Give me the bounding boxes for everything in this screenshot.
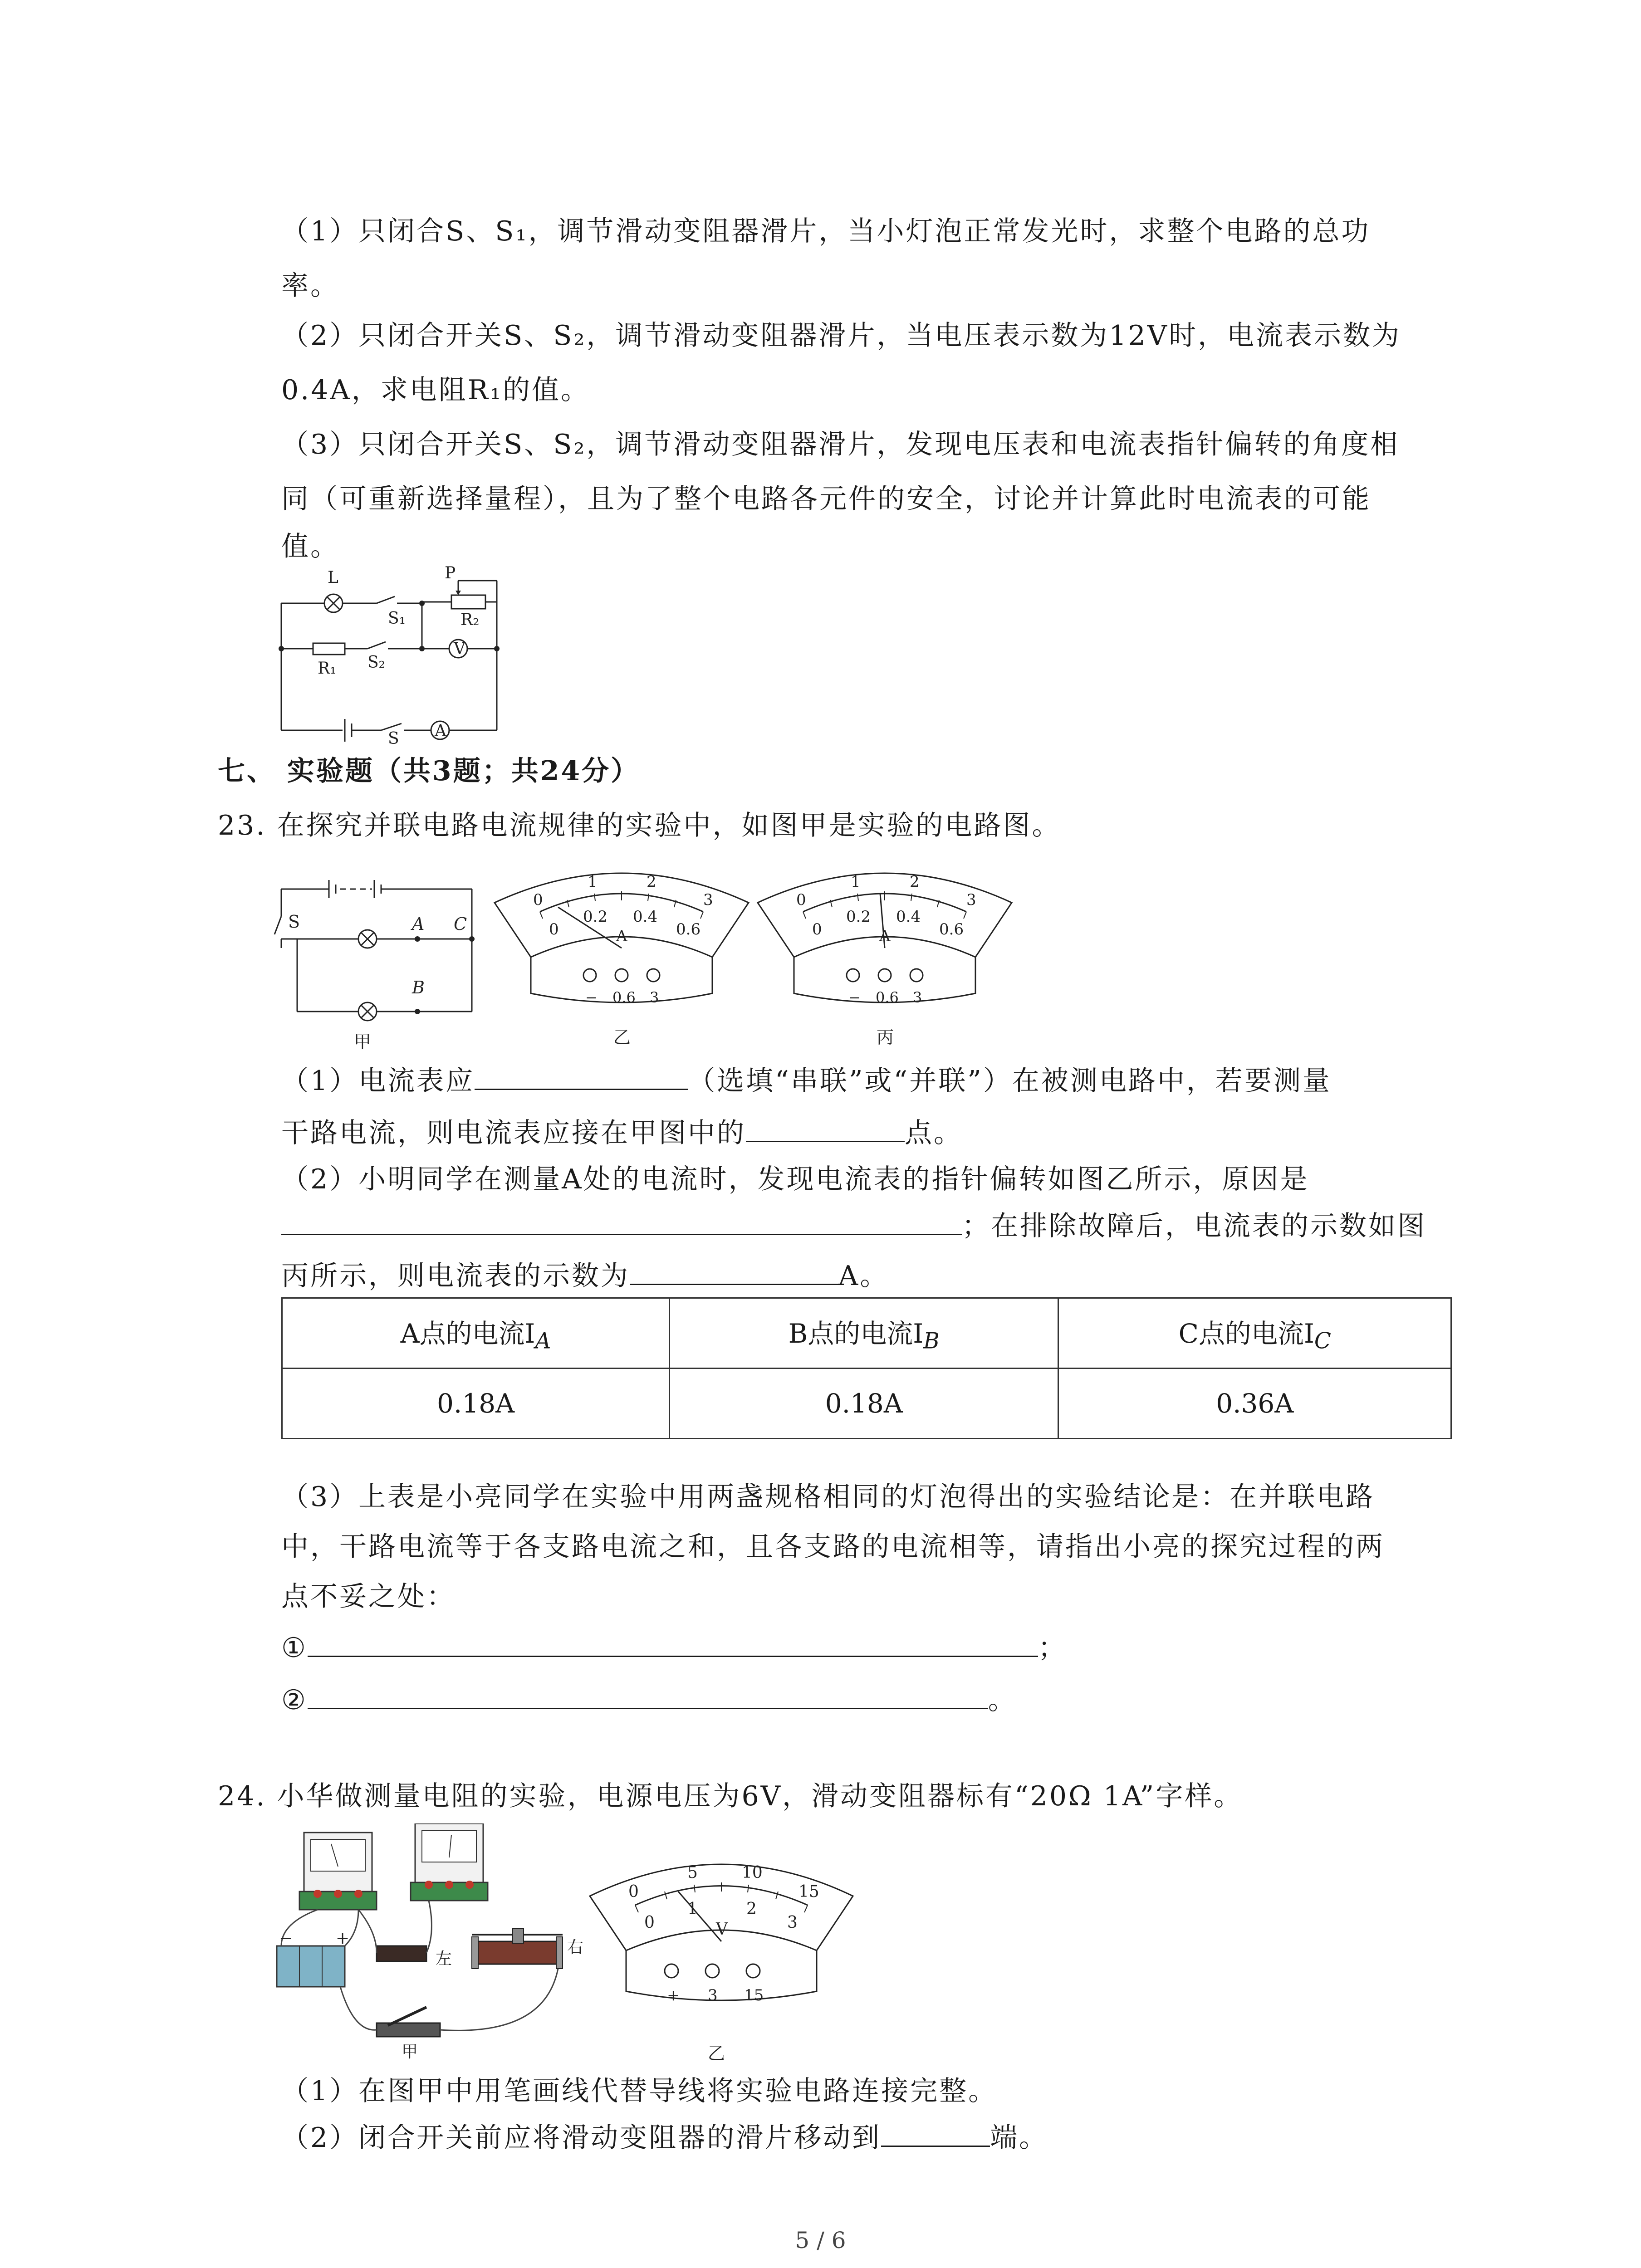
q23-bing-terminal-3: 3 (913, 989, 922, 1006)
q23-yi-terminal-06: 0.6 (612, 989, 636, 1006)
header-c-sub: C (1314, 1328, 1331, 1354)
q23-yi-unit: A (616, 927, 627, 945)
q23-item1 (281, 1628, 1067, 1666)
q24-yi-terminal-15: 15 (744, 1986, 764, 2004)
q23-item1-end: ； (1038, 1632, 1067, 1664)
table-header-cell (670, 1298, 1058, 1369)
q22-label-R1: R₁ (318, 659, 337, 678)
q23-yi-caption: 乙 (613, 1027, 631, 1047)
q24-blank-slider-end[interactable] (881, 2118, 990, 2147)
q23-figure-bing-ammeter (749, 862, 1021, 1052)
q23-part3-line3: 点不妥之处： (281, 1581, 456, 1613)
q22-label-P: P (445, 564, 456, 582)
q23-yi-scale-bottom-1: 0.2 (583, 908, 608, 926)
q22-label-S1: S₁ (388, 609, 406, 628)
q23-part1-text-a: （1）电流表应 (281, 1065, 475, 1097)
q22-label-R2: R₂ (460, 611, 480, 629)
q24-figure-yi-voltmeter (581, 1846, 862, 2064)
header-a-sub: A (535, 1328, 551, 1354)
q24-yi-scale-top-5: 5 (687, 1863, 698, 1882)
q23-bing-unit: A (879, 927, 891, 945)
q23-part1-line2 (281, 1114, 963, 1151)
q24-part1: （1）在图甲中用笔画线代替导线将实验电路连接完整。 (281, 2075, 998, 2107)
q23-figure-yi-ammeter (485, 862, 758, 1052)
table-row (282, 1369, 1451, 1439)
q22-part3-line3: 值。 (281, 531, 339, 562)
q24-part2-text-a: （2）闭合开关前应将滑动变阻器的滑片移动到 (281, 2122, 882, 2154)
q23-jia-caption: 甲 (354, 1032, 372, 1052)
q24-part2 (281, 2118, 1048, 2156)
q23-yi-scale-bottom-0: 0 (549, 920, 559, 938)
q23-part2-line3 (281, 1256, 889, 1294)
table-header-row (282, 1298, 1451, 1369)
q24-yi-terminal-3: 3 (708, 1986, 718, 2004)
q23-blank-flaw-1[interactable] (308, 1628, 1038, 1657)
q23-figure-jia (268, 862, 485, 1052)
q24-yi-caption: 乙 (708, 2043, 725, 2063)
q23-bing-scale-bottom-1: 0.2 (846, 908, 871, 926)
q23-blank-reason[interactable] (281, 1207, 962, 1235)
page-number: 5 / 6 (795, 2227, 846, 2253)
q23-bing-terminal-minus: − (848, 989, 861, 1006)
q22-label-V: V (454, 640, 465, 658)
q24-stem: 24. 小华做测量电阻的实验，电源电压为6V，滑动变阻器标有“20Ω 1A”字样。 (218, 1780, 1243, 1812)
q23-part1-text-d: 点。 (905, 1117, 963, 1149)
header-b-sub: B (923, 1328, 940, 1354)
q23-bing-caption: 丙 (877, 1027, 894, 1047)
q24-yi-scale-bottom-1: 1 (687, 1900, 698, 1918)
q24-yi-scale-bottom-2: 2 (746, 1900, 757, 1918)
q23-bing-scale-bottom-2: 0.4 (896, 908, 921, 926)
q23-yi-scale-top-3: 3 (703, 891, 713, 909)
q24-yi-scale-bottom-0: 0 (644, 1913, 655, 1932)
q23-jia-label-A: A (412, 914, 425, 934)
q23-part2-text-d: A。 (838, 1260, 889, 1292)
q23-part1-line1 (281, 1061, 1332, 1099)
q23-yi-scale-bottom-2: 0.4 (633, 908, 658, 926)
q23-part2-line2 (281, 1207, 1426, 1244)
q23-yi-scale-top-1: 1 (588, 873, 598, 891)
q24-yi-terminal-plus: + (667, 1986, 680, 2004)
header-c-text: C点的电流I (1178, 1318, 1314, 1349)
q23-bing-scale-top-1: 1 (851, 873, 861, 891)
q23-bing-scale-top-3: 3 (966, 891, 976, 909)
q22-part1-line1: （1）只闭合S、S₁，调节滑动变阻器滑片，当小灯泡正常发光时，求整个电路的总功 (281, 215, 1371, 247)
q23-part2-line1: （2）小明同学在测量A处的电流时，发现电流表的指针偏转如图乙所示，原因是 (281, 1163, 1309, 1195)
q23-part3-line2: 中，干路电流等于各支路电流之和，且各支路的电流相等，请指出小亮的探究过程的两 (281, 1531, 1385, 1563)
q24-yi-scale-top-10: 10 (742, 1863, 763, 1882)
fixed-resistor (377, 1946, 426, 1961)
q23-item1-marker: ① (281, 1632, 308, 1664)
knife-switch (377, 2007, 440, 2037)
q22-circuit-diagram (272, 562, 526, 744)
q24-yi-unit: V (716, 1920, 728, 1939)
q23-bing-scale-bottom-3: 0.6 (939, 920, 964, 938)
q23-bing-scale-top-2: 2 (910, 873, 920, 891)
rheostat (472, 1929, 563, 1969)
q23-part2-text-c: 丙所示，则电流表的示数为 (281, 1260, 630, 1292)
q24-jia-plus: + (336, 1929, 350, 1948)
q23-jia-label-S: S (288, 912, 300, 932)
q23-item2-end: 。 (988, 1684, 1017, 1716)
q23-jia-label-B: B (412, 978, 425, 997)
q23-yi-scale-bottom-3: 0.6 (676, 920, 701, 938)
voltmeter-device (411, 1823, 488, 1901)
q24-figure-jia-apparatus (272, 1823, 599, 2059)
q23-bing-scale-bottom-0: 0 (812, 920, 822, 938)
q23-jia-label-C: C (454, 914, 467, 934)
q24-yi-scale-top-0: 0 (628, 1882, 639, 1901)
battery-pack (277, 1946, 345, 1987)
q23-part3-line1: （3）上表是小亮同学在实验中用两盏规格相同的灯泡得出的实验结论是：在并联电路 (281, 1481, 1375, 1513)
q22-part3-line2: 同（可重新选择量程），且为了整个电路各元件的安全，讨论并计算此时电流表的可能 (281, 483, 1371, 515)
q22-label-S: S (388, 729, 399, 744)
q23-current-table (281, 1297, 1452, 1439)
q24-yi-scale-bottom-3: 3 (787, 1913, 798, 1932)
table-header-cell (1058, 1298, 1451, 1369)
q22-part2-line2: 0.4A，求电阻R₁的值。 (281, 374, 590, 406)
q24-jia-caption: 甲 (402, 2043, 418, 2059)
q23-blank-connection[interactable] (475, 1061, 688, 1090)
q23-blank-point[interactable] (746, 1114, 905, 1142)
q23-bing-terminal-06: 0.6 (876, 989, 899, 1006)
q22-label-L: L (328, 568, 338, 587)
q24-part2-text-b: 端。 (990, 2122, 1048, 2154)
header-b-text: B点的电流I (788, 1318, 924, 1349)
q22-part2-line1: （2）只闭合开关S、S₂，调节滑动变阻器滑片，当电压表示数为12V时，电流表示数为 (281, 320, 1401, 352)
q24-jia-right: 右 (567, 1938, 584, 1957)
q23-part1-text-b: （选填“串联”或“并联”）在被测电路中，若要测量 (688, 1065, 1332, 1097)
q22-part3-line1: （3）只闭合开关S、S₂，调节滑动变阻器滑片，发现电压表和电流表指针偏转的角度相 (281, 429, 1400, 460)
table-header-cell (282, 1298, 670, 1369)
table-cell-a: 0.18A (282, 1369, 670, 1439)
q24-yi-scale-top-15: 15 (798, 1882, 819, 1901)
q23-item2-marker: ② (281, 1684, 308, 1716)
q23-part2-text-b: ；在排除故障后，电流表的示数如图 (962, 1210, 1426, 1242)
q23-yi-scale-top-0: 0 (533, 891, 543, 909)
q22-label-S2: S₂ (367, 653, 386, 672)
q23-blank-flaw-2[interactable] (308, 1681, 988, 1709)
q23-bing-scale-top-0: 0 (796, 891, 806, 909)
q22-part1-line2: 率。 (281, 270, 339, 302)
q23-item2 (281, 1681, 1017, 1718)
section-7-heading: 七、 实验题（共3题；共24分） (218, 755, 640, 787)
header-a-text: A点的电流I (400, 1318, 535, 1349)
q23-stem: 23. 在探究并联电路电流规律的实验中，如图甲是实验的电路图。 (218, 810, 1061, 841)
ammeter-device (299, 1833, 377, 1910)
q23-yi-terminal-3: 3 (650, 989, 659, 1006)
table-cell-b: 0.18A (670, 1369, 1058, 1439)
q24-jia-minus: − (279, 1929, 293, 1948)
q23-blank-reading[interactable] (630, 1256, 838, 1285)
q22-label-A: A (435, 722, 446, 740)
q23-yi-terminal-minus: − (585, 989, 598, 1006)
q24-jia-left: 左 (436, 1950, 452, 1968)
q23-yi-scale-top-2: 2 (647, 873, 656, 891)
table-cell-c: 0.36A (1058, 1369, 1451, 1439)
q23-part1-text-c: 干路电流，则电流表应接在甲图中的 (281, 1117, 746, 1149)
